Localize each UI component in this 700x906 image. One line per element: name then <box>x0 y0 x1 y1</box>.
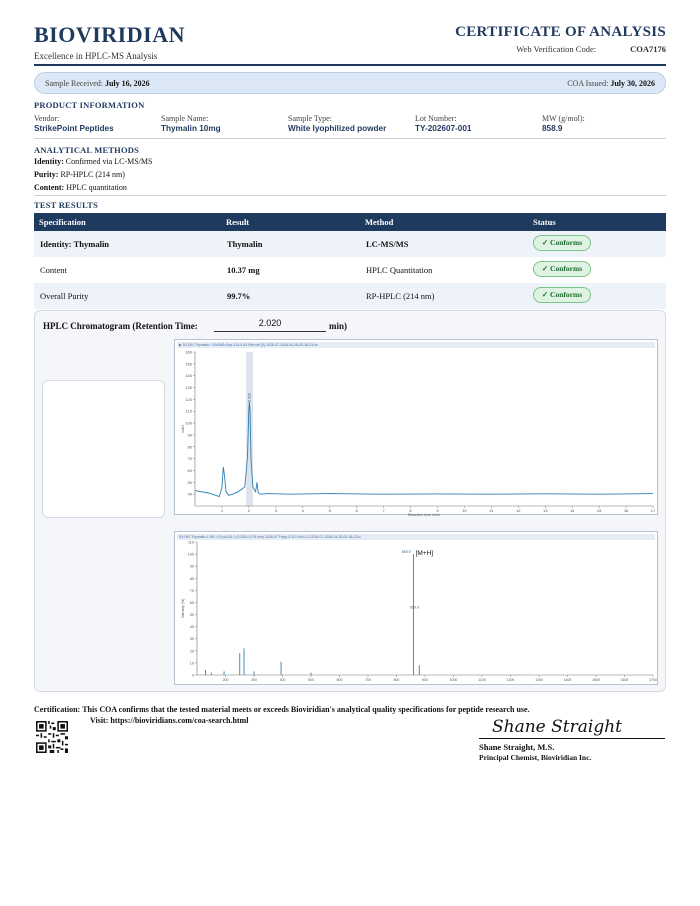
issued-label: COA Issued: <box>567 79 609 88</box>
signature: Shane Straight <box>492 717 622 737</box>
method-content-label: Content: <box>34 183 65 192</box>
product-divider <box>34 138 666 139</box>
col-specification: Specification <box>39 217 86 227</box>
x-tick-label: 12 <box>516 508 521 513</box>
ms-chart-header: S4-051 Thymalin-1 MS / 10 pA-S4-1 (0.026-0.075 min) 2026-07 Frag=175.0 Vol=1.0 2026-07-2026-04-25-00-38-23.d <box>177 534 655 540</box>
y-tick-label: 140 <box>185 373 192 379</box>
x-tick-label: 8 <box>409 508 412 513</box>
y-tick-label: 60 <box>187 467 192 473</box>
x-tick-label: 700 <box>365 678 371 682</box>
document-title: CERTIFICATE OF ANALYSIS <box>455 24 666 40</box>
row-method: HPLC Quantitation <box>366 265 433 275</box>
x-tick-label: 14 <box>569 508 575 513</box>
row-spec: Overall Purity <box>40 291 89 301</box>
certification-text: This COA confirms that the tested material meets or exceeds Bioviridian's analytical quality specifications for peptide research use. <box>82 705 530 714</box>
x-tick-label: 10 <box>462 508 467 513</box>
retention-time-unit: min) <box>329 321 347 331</box>
x-tick-label: 900 <box>422 678 428 682</box>
table-row <box>34 231 666 257</box>
brand-name: BIOVIRIDIAN <box>34 22 185 47</box>
mw-field <box>542 114 585 133</box>
verification-code: COA7176 <box>630 44 666 54</box>
y-tick-label: 10 <box>189 661 194 666</box>
y-tick-label: 20 <box>189 649 194 654</box>
signature-line <box>479 738 665 739</box>
ms-plot <box>175 532 659 686</box>
x-tick-label: 1700 <box>649 678 657 682</box>
method-identity-label: Identity: <box>34 157 64 166</box>
y-tick-label: 90 <box>189 564 194 569</box>
y-tick-label: 70 <box>187 456 192 462</box>
results-table-header <box>34 213 666 231</box>
x-tick-label: 400 <box>279 678 286 682</box>
x-tick-label: 7 <box>382 508 385 513</box>
x-tick-label: 800 <box>393 678 400 682</box>
y-tick-label: 70 <box>189 588 194 593</box>
y-tick-label: 0 <box>191 673 194 678</box>
lot-number-label: Lot Number: <box>415 114 457 123</box>
ms-peak-mz-label: 859.9 <box>401 550 411 555</box>
x-tick-label: 300 <box>251 678 257 682</box>
verification-link[interactable]: Visit: https://bioviridians.com/coa-search.html <box>90 716 249 725</box>
row-result: Thymalin <box>227 239 263 249</box>
mw-value: 858.9 <box>542 124 563 133</box>
x-tick-label: 4 <box>301 508 304 513</box>
x-tick-label: 13 <box>543 508 548 513</box>
y-tick-label: 110 <box>185 408 192 414</box>
x-tick-label: 11 <box>489 508 494 513</box>
ms-ion-label: [M+H] <box>415 550 434 558</box>
hplc-chart-header: ▶ S4-051 Thymalin / 10x2MA-Sep-214.0 A3 Ref=off (S) 2026-07-2026-04-25-00-38-23.dx <box>177 342 655 348</box>
date-bar <box>34 72 666 94</box>
issued-date <box>567 79 655 88</box>
row-spec: Content <box>40 265 67 275</box>
method-purity <box>34 170 125 179</box>
row-spec: Identity: Thymalin <box>40 239 110 249</box>
mw-label: MW (g/mol): <box>542 114 585 123</box>
x-tick-label: 1100 <box>478 678 486 682</box>
x-tick-label: 9 <box>436 508 439 513</box>
x-tick-label: 600 <box>336 678 343 682</box>
col-method: Method <box>365 217 394 227</box>
hplc-plot <box>175 340 659 516</box>
method-content-value: HPLC quantitation <box>66 183 127 192</box>
method-content <box>34 183 127 192</box>
x-tick-label: 500 <box>308 678 314 682</box>
x-tick-label: 1400 <box>563 678 572 682</box>
status-badge: ✓ Conforms <box>533 235 591 251</box>
ms-chart <box>174 531 658 685</box>
x-tick-label: 5 <box>328 508 331 513</box>
method-identity <box>34 157 152 166</box>
x-tick-label: 1200 <box>506 678 515 682</box>
lot-number-field <box>415 114 471 133</box>
row-method: RP-HPLC (214 nm) <box>366 291 435 301</box>
y-tick-label: 100 <box>185 420 192 426</box>
y-tick-label: 80 <box>189 576 194 581</box>
x-tick-label: 6 <box>355 508 358 513</box>
header-divider <box>34 64 666 66</box>
x-tick-label: 3 <box>274 508 277 513</box>
x-tick-label: 200 <box>222 678 229 682</box>
y-tick-label: 90 <box>187 432 192 438</box>
method-purity-label: Purity: <box>34 170 59 179</box>
y-axis-title: Intensity (%) <box>181 598 185 619</box>
x-tick-label: 1600 <box>620 678 629 682</box>
y-axis-title: mAU <box>181 425 185 433</box>
y-tick-label: 100 <box>187 552 194 557</box>
x-tick-label: 15 <box>596 508 602 513</box>
row-result: 10.37 mg <box>227 265 260 275</box>
hplc-trace <box>195 402 653 497</box>
peak-label: 2.020 <box>247 392 252 402</box>
y-tick-label: 50 <box>189 613 194 618</box>
verification-info <box>516 44 666 54</box>
sample-name-label: Sample Name: <box>161 114 209 123</box>
image-placeholder <box>42 380 165 518</box>
table-row <box>34 283 666 309</box>
sample-type-label: Sample Type: <box>288 114 332 123</box>
signer-title: Principal Chemist, Bioviridian Inc. <box>479 753 592 762</box>
received-label: Sample Received: <box>45 79 103 88</box>
y-tick-label: 50 <box>187 479 192 485</box>
status-badge: ✓ Conforms <box>533 261 591 277</box>
y-tick-label: 160 <box>185 349 192 355</box>
received-date <box>45 79 150 88</box>
sample-type-field <box>288 114 386 133</box>
vendor-field <box>34 114 114 133</box>
y-tick-label: 130 <box>185 385 192 391</box>
certification-label: Certification: <box>34 705 81 714</box>
issued-value: July 30, 2026 <box>610 79 655 88</box>
y-tick-label: 150 <box>185 361 192 367</box>
y-tick-label: 30 <box>189 637 194 642</box>
qr-code-icon[interactable] <box>36 721 68 753</box>
x-tick-label: 2 <box>247 508 250 513</box>
method-purity-value: RP-HPLC (214 nm) <box>60 170 125 179</box>
x-tick-label: 1 <box>220 508 224 513</box>
x-tick-label: 16 <box>623 508 629 513</box>
col-result: Result <box>226 217 250 227</box>
retention-time-value: 2.020 <box>214 318 326 332</box>
hplc-chart <box>174 339 658 515</box>
results-heading: TEST RESULTS <box>34 200 99 210</box>
method-identity-value: Confirmed via LC-MS/MS <box>65 157 153 166</box>
y-tick-label: 120 <box>185 396 192 402</box>
y-tick-label: 60 <box>189 600 194 605</box>
table-row <box>34 257 666 283</box>
x-tick-label: 1500 <box>592 678 600 682</box>
x-axis-title: Retention time (min) <box>407 513 441 516</box>
row-method: LC-MS/MS <box>366 239 409 249</box>
x-tick-label: 1300 <box>535 678 543 682</box>
ms-peak-mid-label: 859.9 <box>410 605 419 610</box>
sample-name-field <box>161 114 221 133</box>
y-tick-label: 40 <box>187 491 192 497</box>
vendor-label: Vendor: <box>34 114 60 123</box>
lot-number-value: TY-202607-001 <box>415 124 472 133</box>
peak-band <box>246 352 253 506</box>
vendor-value: StrikePoint Peptides <box>34 124 114 133</box>
methods-divider <box>34 195 666 196</box>
y-tick-label: 110 <box>187 540 194 545</box>
status-badge: ✓ Conforms <box>533 287 591 303</box>
brand-tagline: Excellence in HPLC-MS Analysis <box>34 51 158 61</box>
x-tick-label: 17 <box>650 508 656 513</box>
received-value: July 16, 2026 <box>104 79 150 88</box>
sample-type-value: White lyophilized powder <box>288 124 387 133</box>
x-tick-label: 1000 <box>449 678 458 682</box>
sample-name-value: Thymalin 10mg <box>161 124 221 133</box>
certification-statement <box>34 705 530 714</box>
y-tick-label: 40 <box>189 625 194 630</box>
row-result: 99.7% <box>227 291 251 301</box>
signer-name: Shane Straight, M.S. <box>479 742 555 752</box>
verification-label: Web Verification Code: <box>516 44 597 54</box>
chromatogram-title: HPLC Chromatogram (Retention Time: <box>43 321 198 331</box>
product-info-heading: PRODUCT INFORMATION <box>34 100 145 110</box>
y-tick-label: 80 <box>187 444 192 450</box>
col-status: Status <box>533 217 556 227</box>
methods-heading: ANALYTICAL METHODS <box>34 145 140 155</box>
